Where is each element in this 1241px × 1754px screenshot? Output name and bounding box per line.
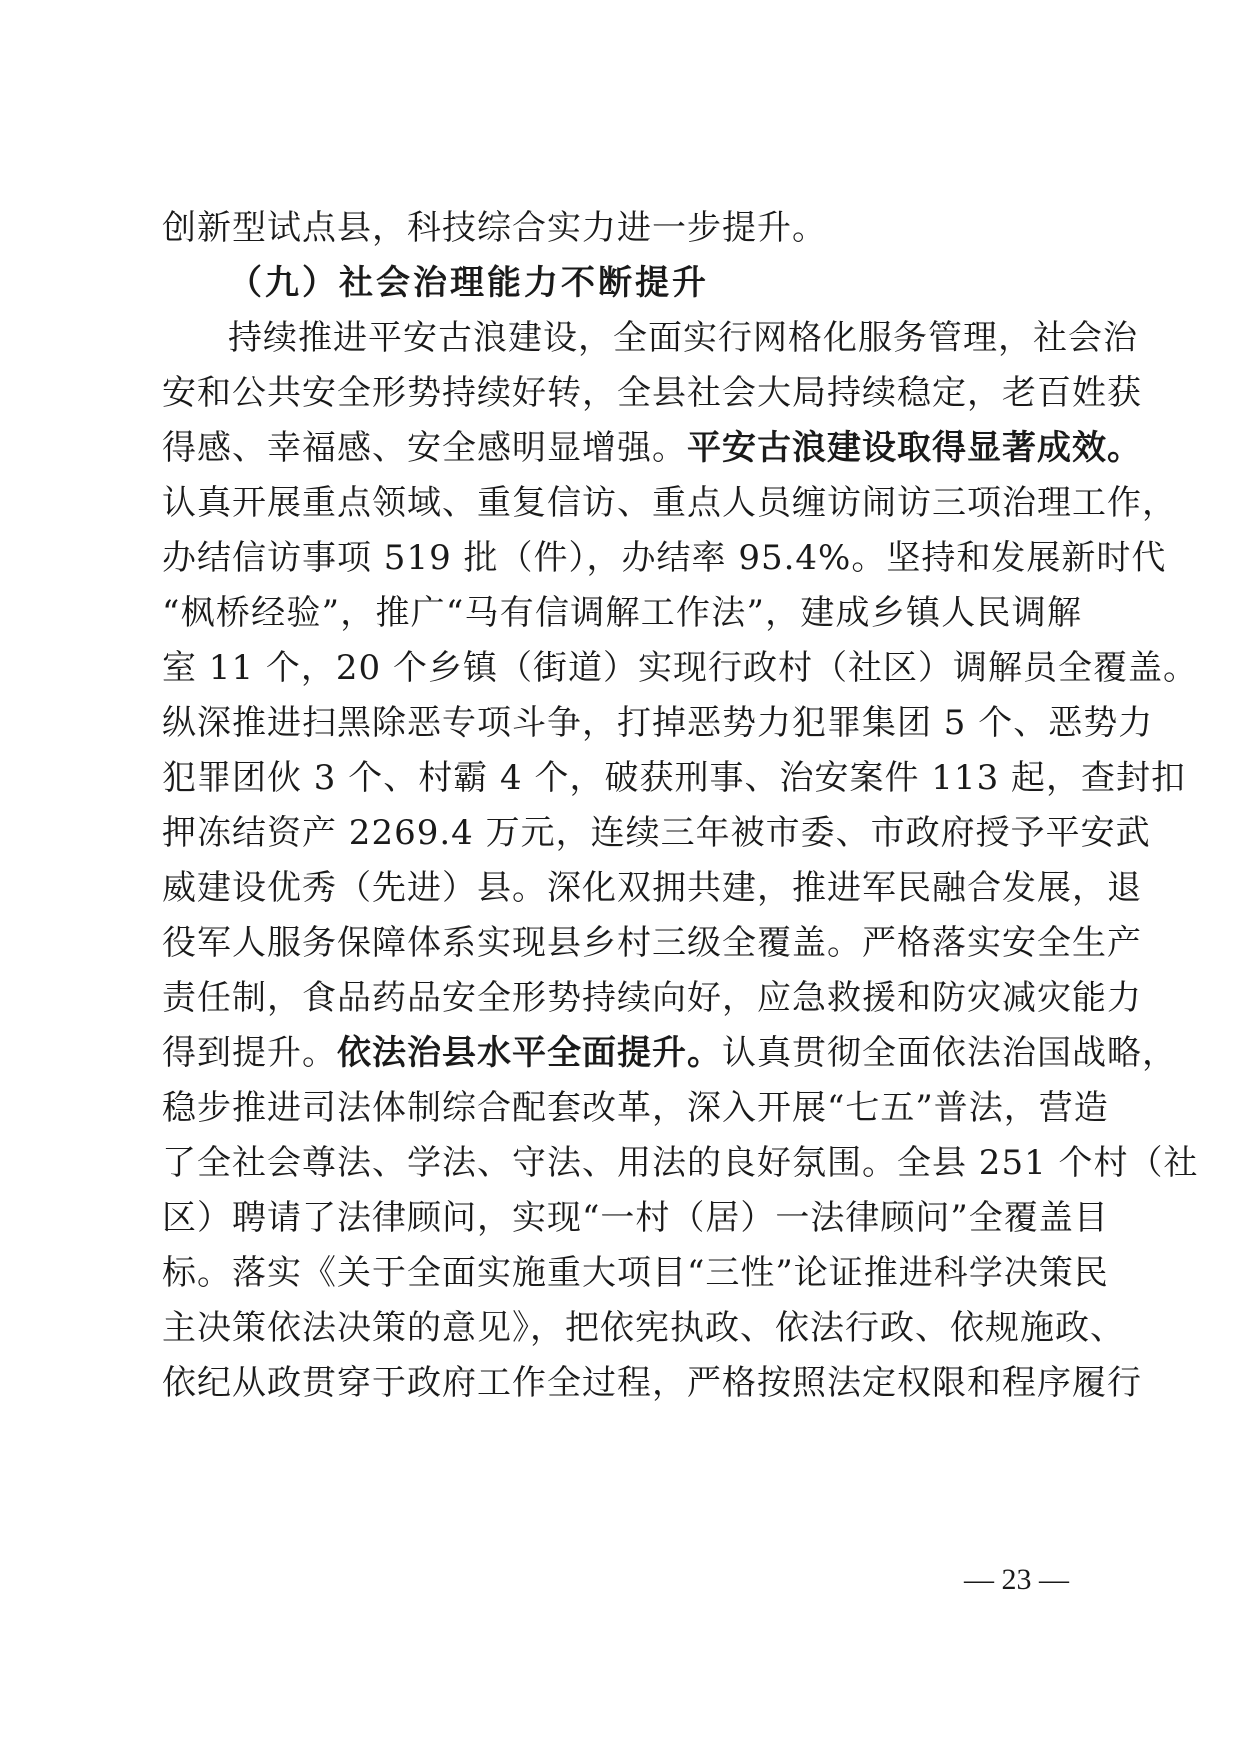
body-line: 室 11 个，20 个乡镇（街道）实现行政村（社区）调解员全覆盖。 <box>162 648 1198 688</box>
body-line: 责任制，食品药品安全形势持续向好，应急救援和防灾减灾能力 <box>162 978 1142 1018</box>
body-line: 区）聘请了法律顾问，实现“一村（居）一法律顾问”全覆盖目 <box>162 1198 1109 1238</box>
body-text: 得到提升。 <box>162 1033 337 1073</box>
body-line: 押冻结资产 2269.4 万元，连续三年被市委、市政府授予平安武 <box>162 813 1151 853</box>
body-line: 办结信访事项 519 批（件），办结率 95.4%。坚持和发展新时代 <box>162 538 1167 578</box>
body-line: 创新型试点县，科技综合实力进一步提升。 <box>162 208 827 248</box>
body-line: 标。落实《关于全面实施重大项目“三性”论证推进科学决策民 <box>162 1253 1109 1293</box>
body-line: 威建设优秀（先进）县。深化双拥共建，推进军民融合发展，退 <box>162 868 1142 908</box>
body-line: “枫桥经验”，推广“马有信调解工作法”，建成乡镇人民调解 <box>162 593 1082 633</box>
page-number: — 23 — <box>964 1563 1069 1596</box>
body-line: 稳步推进司法体制综合配套改革，深入开展“七五”普法，营造 <box>162 1088 1109 1128</box>
body-line: 依纪从政贯穿于政府工作全过程，严格按照法定权限和程序履行 <box>162 1363 1142 1403</box>
body-line: 了全社会尊法、学法、守法、用法的良好氛围。全县 251 个村（社 <box>162 1143 1199 1183</box>
body-line: 安和公共安全形势持续好转，全县社会大局持续稳定，老百姓获 <box>162 373 1142 413</box>
body-line: 犯罪团伙 3 个、村霸 4 个，破获刑事、治安案件 113 起，查封扣 <box>162 758 1187 798</box>
body-line: 持续推进平安古浪建设，全面实行网格化服务管理，社会治 <box>228 318 1138 358</box>
bold-emphasis: 依法治县水平全面提升。 <box>337 1033 722 1073</box>
body-text: 得感、幸福感、安全感明显增强。 <box>162 428 687 468</box>
body-line: 主决策依法决策的意见》，把依宪执政、依法行政、依规施政、 <box>162 1308 1125 1348</box>
section-heading: （九）社会治理能力不断提升 <box>228 263 709 303</box>
bold-emphasis: 平安古浪建设取得显著成效。 <box>687 428 1142 468</box>
body-line: 认真开展重点领域、重复信访、重点人员缠访闹访三项治理工作， <box>162 483 1177 523</box>
body-line: 役军人服务保障体系实现县乡村三级全覆盖。严格落实安全生产 <box>162 923 1142 963</box>
body-line: 纵深推进扫黑除恶专项斗争，打掉恶势力犯罪集团 5 个、恶势力 <box>162 703 1154 743</box>
body-text: 认真贯彻全面依法治国战略， <box>722 1033 1177 1073</box>
